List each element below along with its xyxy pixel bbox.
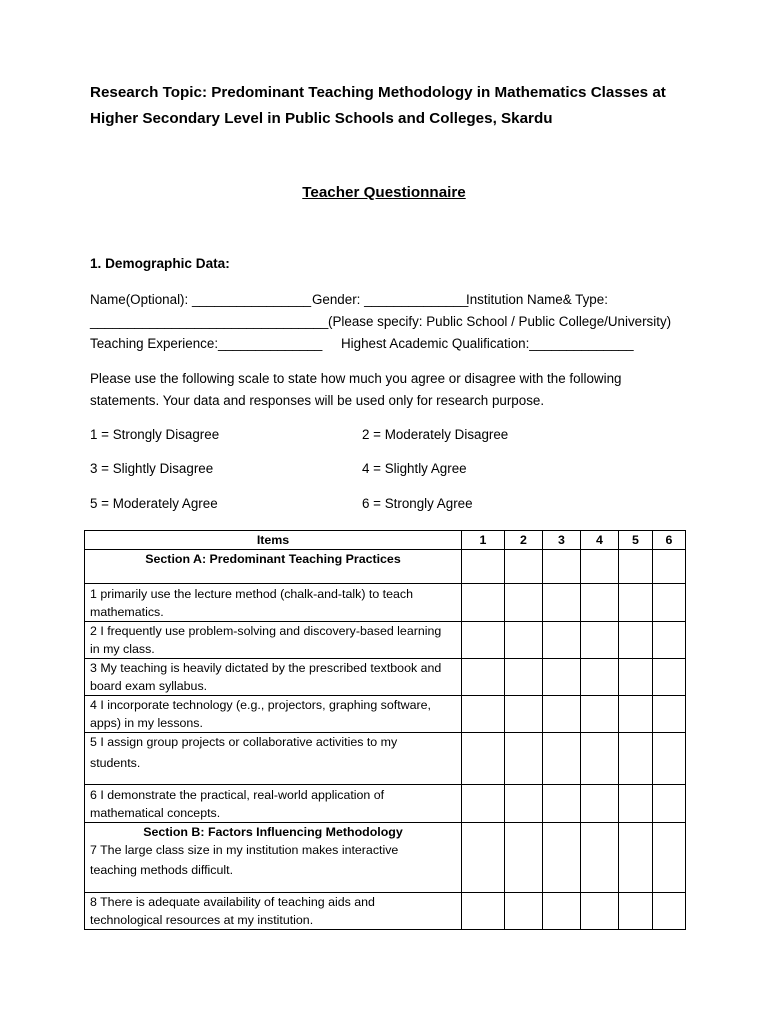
questionnaire-title: Teacher Questionnaire	[302, 184, 466, 201]
score-cell[interactable]	[543, 659, 581, 696]
score-cell[interactable]	[462, 550, 505, 584]
institution-field: Institution Name& Type:	[466, 292, 608, 307]
score-cell[interactable]	[619, 785, 653, 823]
scale-item-5: 5 = Moderately Agree	[90, 496, 218, 511]
score-cell[interactable]	[619, 659, 653, 696]
score-cell[interactable]	[505, 584, 543, 622]
item-text	[85, 584, 462, 622]
item-text	[85, 696, 462, 733]
item-text	[85, 823, 462, 893]
score-cell[interactable]	[653, 893, 686, 930]
table-row	[85, 659, 686, 696]
institution-note: (Please specify: Public School / Public College/University)	[328, 314, 672, 329]
section-a-row	[85, 550, 686, 584]
table-row	[85, 785, 686, 823]
qualification-field: Highest Academic Qualification:______________	[341, 336, 634, 351]
score-header-1: 1	[462, 531, 505, 550]
research-topic-line-2: Higher Secondary Level in Public Schools and Colleges, Skardu	[90, 110, 553, 127]
score-cell[interactable]	[543, 785, 581, 823]
table-row	[85, 893, 686, 930]
table-row	[85, 733, 686, 785]
score-cell[interactable]	[543, 823, 581, 893]
scale-item-4: 4 = Slightly Agree	[362, 461, 467, 476]
item-text-line: 7 The large class size in my institution makes interactive	[90, 843, 399, 857]
item-text-line: 8 There is adequate availability of teaching aids and	[90, 895, 375, 909]
score-cell[interactable]	[653, 785, 686, 823]
score-cell[interactable]	[462, 584, 505, 622]
score-cell[interactable]	[581, 622, 619, 659]
score-cell[interactable]	[543, 622, 581, 659]
scale-item-2: 2 = Moderately Disagree	[362, 427, 509, 442]
item-text	[85, 785, 462, 823]
name-field: Name(Optional): ________________	[90, 292, 312, 307]
likert-items-table	[84, 530, 686, 930]
score-header-2: 2	[505, 531, 543, 550]
score-cell[interactable]	[505, 823, 543, 893]
score-cell[interactable]	[581, 733, 619, 785]
items-header: Items	[85, 531, 462, 550]
research-topic-line-1: Research Topic: Predominant Teaching Methodology in Mathematics Classes at	[90, 84, 666, 101]
score-cell[interactable]	[543, 696, 581, 733]
institution-blank: ________________________________	[90, 314, 329, 329]
item-text	[85, 659, 462, 696]
score-cell[interactable]	[505, 622, 543, 659]
score-cell[interactable]	[462, 622, 505, 659]
item-text-line: mathematics.	[90, 605, 164, 619]
score-cell[interactable]	[505, 733, 543, 785]
section-b-title: Section B: Factors Influencing Methodology	[143, 825, 403, 839]
table-header-row	[85, 531, 686, 550]
score-cell[interactable]	[581, 659, 619, 696]
scale-item-1: 1 = Strongly Disagree	[90, 427, 220, 442]
score-cell[interactable]	[505, 550, 543, 584]
item-text-line: 4 I incorporate technology (e.g., projectors, graphing software,	[90, 698, 431, 712]
score-header-5: 5	[619, 531, 653, 550]
item-text-line: teaching methods difficult.	[90, 863, 234, 877]
score-cell[interactable]	[619, 550, 653, 584]
table-row	[85, 584, 686, 622]
demographic-heading: 1. Demographic Data:	[90, 256, 230, 271]
score-cell[interactable]	[653, 659, 686, 696]
score-cell[interactable]	[619, 696, 653, 733]
score-cell[interactable]	[653, 584, 686, 622]
item-text-line: 2 I frequently use problem-solving and discovery-based learning	[90, 624, 442, 638]
item-text-line: mathematical concepts.	[90, 806, 221, 820]
item-text-line: 1 primarily use the lecture method (chalk-and-talk) to teach	[90, 587, 413, 601]
item-text-line: board exam syllabus.	[90, 679, 208, 693]
score-cell[interactable]	[543, 733, 581, 785]
score-cell[interactable]	[581, 584, 619, 622]
item-text-line: apps) in my lessons.	[90, 716, 203, 730]
score-cell[interactable]	[581, 823, 619, 893]
score-cell[interactable]	[505, 893, 543, 930]
instructions-line-1: Please use the following scale to state how much you agree or disagree with the following	[90, 371, 622, 386]
item-text-line: students.	[90, 756, 141, 770]
scale-item-3: 3 = Slightly Disagree	[90, 461, 214, 476]
item-text	[85, 893, 462, 930]
item-text-line: 6 I demonstrate the practical, real-world application of	[90, 788, 385, 802]
scale-instructions	[90, 368, 690, 412]
score-cell[interactable]	[653, 550, 686, 584]
score-cell[interactable]	[619, 584, 653, 622]
score-header-3: 3	[543, 531, 581, 550]
score-header-6: 6	[653, 531, 686, 550]
score-cell[interactable]	[653, 622, 686, 659]
scale-item-6: 6 = Strongly Agree	[362, 496, 473, 511]
score-cell[interactable]	[619, 823, 653, 893]
research-topic-heading	[90, 80, 730, 132]
score-cell[interactable]	[462, 733, 505, 785]
score-cell[interactable]	[462, 659, 505, 696]
experience-field: Teaching Experience:______________	[90, 336, 323, 351]
item-text-line: 3 My teaching is heavily dictated by the prescribed textbook and	[90, 661, 442, 675]
item-text-line: 5 I assign group projects or collaborative activities to my	[90, 735, 398, 749]
table-row	[85, 622, 686, 659]
score-cell[interactable]	[653, 823, 686, 893]
score-cell[interactable]	[581, 785, 619, 823]
score-cell[interactable]	[543, 584, 581, 622]
score-cell[interactable]	[653, 733, 686, 785]
score-cell[interactable]	[619, 733, 653, 785]
section-a-title: Section A: Predominant Teaching Practices	[85, 550, 462, 584]
score-cell[interactable]	[581, 696, 619, 733]
item-text-line: in my class.	[90, 642, 155, 656]
score-cell[interactable]	[505, 659, 543, 696]
score-cell[interactable]	[462, 823, 505, 893]
score-header-4: 4	[581, 531, 619, 550]
score-cell[interactable]	[581, 893, 619, 930]
score-cell[interactable]	[462, 785, 505, 823]
score-cell[interactable]	[543, 550, 581, 584]
item-text-line: technological resources at my institution.	[90, 913, 314, 927]
score-cell[interactable]	[505, 696, 543, 733]
table-row	[85, 823, 686, 893]
score-cell[interactable]	[653, 696, 686, 733]
item-text	[85, 733, 462, 785]
score-cell[interactable]	[581, 550, 619, 584]
score-cell[interactable]	[619, 622, 653, 659]
gender-field: Gender: ______________	[312, 292, 469, 307]
score-cell[interactable]	[619, 893, 653, 930]
instructions-line-2: statements. Your data and responses will be used only for research purpose.	[90, 393, 545, 408]
score-cell[interactable]	[462, 696, 505, 733]
score-cell[interactable]	[462, 893, 505, 930]
score-cell[interactable]	[505, 785, 543, 823]
table-row	[85, 696, 686, 733]
score-cell[interactable]	[543, 893, 581, 930]
item-text	[85, 622, 462, 659]
